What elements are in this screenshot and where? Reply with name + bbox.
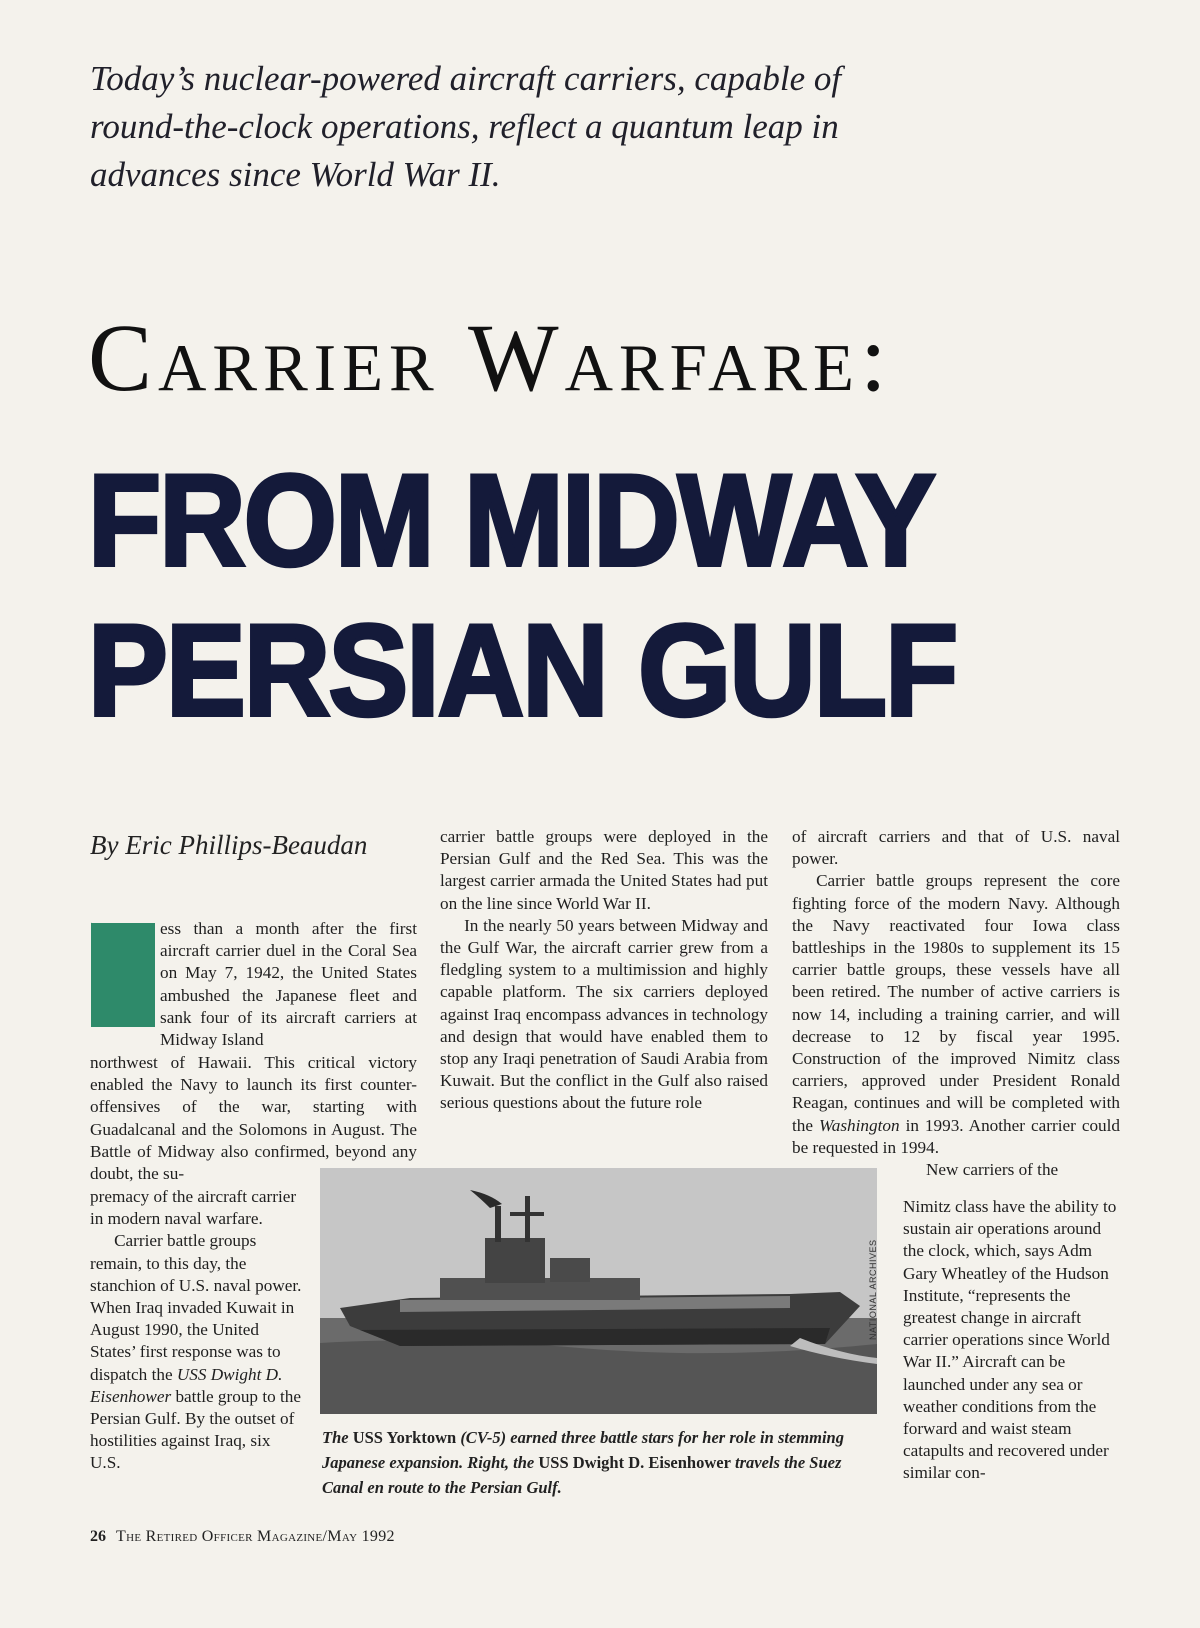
article-deck: Today’s nuclear-powered aircraft carriers, capable of round-the-clock operations, reflect a quantum leap in advances since World War II.	[90, 59, 842, 194]
paragraph: New carriers of the	[926, 1160, 1059, 1180]
paragraph: northwest of Hawaii. This critical victory enabled the Navy to launch its first counter-offensives of the war, starting with Guadalcanal and the Solomons in August. The Battle of Midway also confirmed, beyond any doubt, the su-	[90, 1053, 417, 1184]
column-3-wrap	[903, 1196, 1120, 1485]
ship-name: USS Dwight D. Eisenhower	[90, 1364, 283, 1406]
headline-line-1: FROM MIDWAY	[88, 447, 934, 593]
photo-caption: The USS Yorktown (CV-5) earned three battle stars for her role in stemming Japanese expansion. Right, the USS Dwight D. Eisenhower travels the Suez Canal en route to the Persian Gulf.	[322, 1428, 844, 1497]
page-footer	[90, 1528, 395, 1546]
paragraph: Carrier battle groups represent the core fighting force of the modern Navy. Although the Navy reactivated four Iowa class battleships in the 1980s to supplement its 15 carrier battle groups, these vessels have all been retired. The number of active carriers is now 14, including a training carrier, and will decrease to 12 by fiscal year 1995. Construction of the improved Nimitz class carriers, approved under President Ronald Reagan, continues and will be completed with the Washington in 1993. Another carrier could be requested in 1994.	[792, 871, 1121, 1157]
column-1-top	[160, 918, 417, 1051]
ship-name: USS Yorktown	[352, 1428, 457, 1447]
paragraph: Nimitz class have the ability to sustain air operations around the clock, which, says Adm Gary Wheatley of the Hudson Institute, “represents the greatest change in aircraft carrier operations since World War II.” Aircraft can be launched under any sea or weather conditions from the forward and waist steam catapults and recovered under similar con-	[903, 1197, 1117, 1483]
carrier-illustration	[320, 1168, 877, 1414]
headline-line-2: PERSIAN GULF	[88, 597, 957, 743]
aircraft-carrier-photo	[320, 1168, 877, 1414]
paragraph: premacy of the aircraft carrier in modern naval warfare.	[90, 1187, 297, 1229]
photo-credit: NATIONAL ARCHIVES	[868, 1239, 878, 1340]
column-1-middle	[90, 1052, 417, 1185]
byline: By Eric Phillips-Beaudan	[90, 830, 368, 860]
ship-name: USS Dwight D. Eisenhower	[538, 1453, 731, 1472]
column-2	[440, 826, 768, 1115]
magazine-name: The Retired Officer Magazine/May 1992	[116, 1528, 395, 1545]
paragraph: ess than a month after the first aircraft carrier duel in the Coral Sea on May 7, 1942, the United States ambushed the Japanese fleet and sank four of its aircraft carriers at Midway Island	[160, 919, 417, 1050]
paragraph: In the nearly 50 years between Midway and the Gulf War, the aircraft carrier grew from a fledgling system to a multimission and highly capable platform. The six carriers deployed against Iraq encompass advances in technology and design that would have enabled them to stop any Iraqi penetration of Saudi Arabia from Kuwait. But the conflict in the Gulf also raised serious questions about the future role	[440, 915, 768, 1113]
column-3	[792, 826, 1120, 1181]
headline-kicker: Carrier Warfare:	[88, 304, 893, 411]
drop-cap: L	[91, 923, 155, 1027]
column-1-bottom	[90, 1186, 302, 1475]
paragraph: carrier battle groups were deployed in the Persian Gulf and the Red Sea. This was the largest carrier armada the United States had put on the line since World War II.	[440, 827, 768, 913]
ship-name: Washington	[819, 1115, 900, 1135]
page-number: 26	[90, 1528, 106, 1545]
paragraph: Carrier battle groups remain, to this day, the stanchion of U.S. naval power. When Iraq invaded Kuwait in August 1990, the United States’ first response was to dispatch the USS Dwight D. Eisenhower battle group to the Persian Gulf. By the outset of hostilities against Iraq, six U.S.	[90, 1231, 302, 1473]
paragraph: of aircraft carriers and that of U.S. naval power.	[792, 827, 1120, 869]
